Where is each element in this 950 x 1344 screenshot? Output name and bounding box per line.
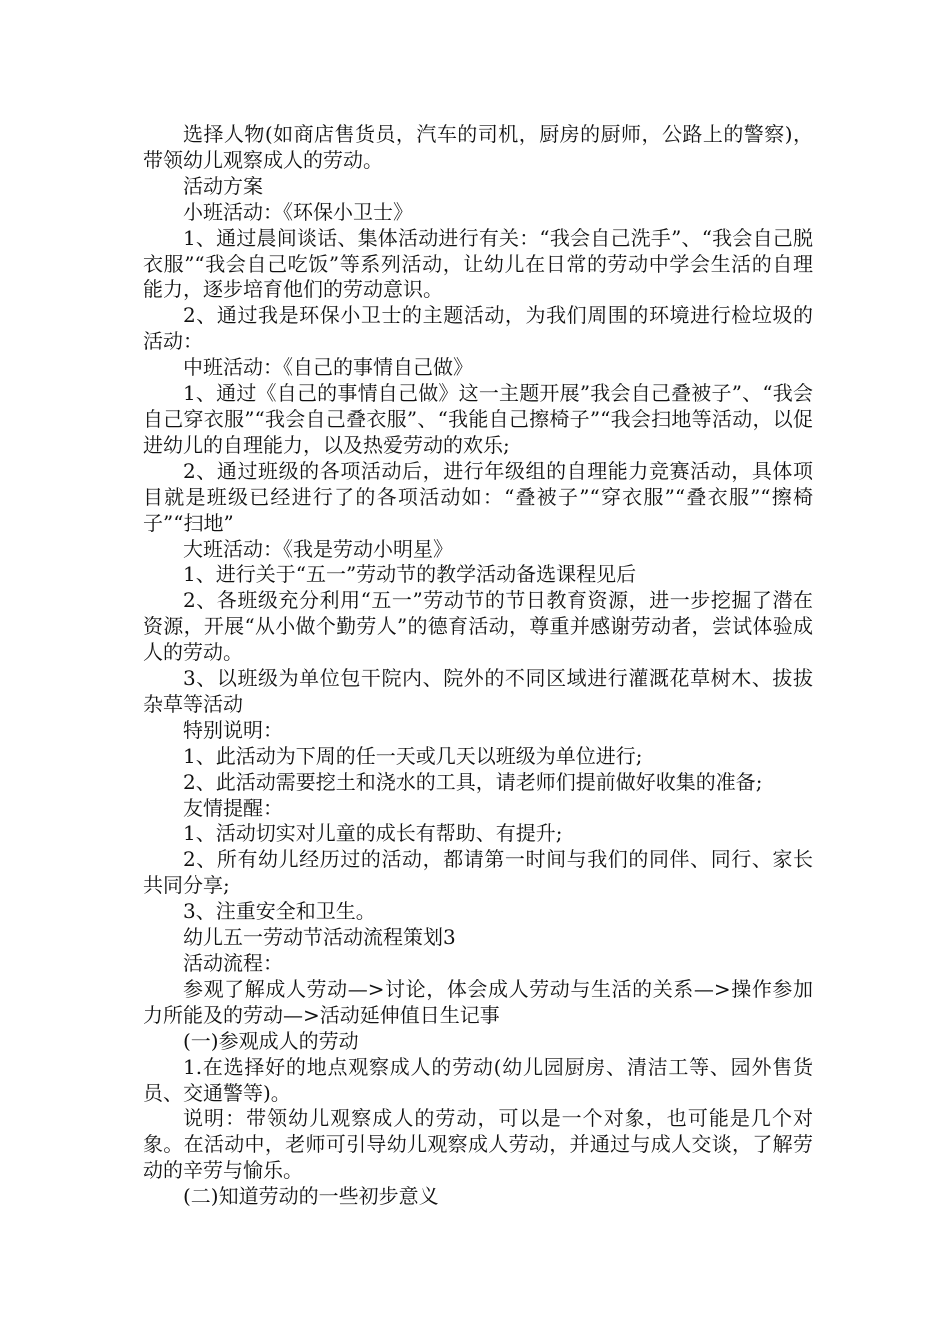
paragraph-part-one-1: 1.在选择好的地点观察成人的劳动(幼儿园厨房、清洁工等、园外售货员、交通警等)。 xyxy=(143,1054,813,1105)
heading-part-two: (二)知道劳动的一些初步意义 xyxy=(183,1184,439,1209)
paragraph-big-class-3: 3、以班级为单位包干院内、院外的不同区域进行灌溉花草树木、拔拔杂草等活动 xyxy=(143,666,813,716)
heading-big-class: 大班活动：《我是劳动小明星》 xyxy=(183,536,453,561)
heading-activity-process: 活动流程： xyxy=(183,951,283,975)
heading-activity-plan: 活动方案 xyxy=(183,173,263,198)
heading-friendly-reminder: 友情提醒： xyxy=(183,795,283,820)
paragraph-special-note-1: 1、此活动为下周的任一天或几天以班级为单位进行; xyxy=(183,743,643,768)
paragraph-small-class-1: 1、通过晨间谈话、集体活动进行有关：“我会自己洗手”、“我会自己脱衣服”“我会自己吃饭”等系列活动，让幼儿在日常的劳动中学会生活的自理能力，逐步培育他们的劳动意识。 xyxy=(143,225,813,302)
paragraph-big-class-2: 2、各班级充分利用“五一”劳动节的节日教育资源，进一步挖掘了潜在资源，开展“从小做个勤劳人”的德育活动，尊重并感谢劳动者，尝试体验成人的劳动。 xyxy=(143,588,813,665)
heading-middle-class: 中班活动：《自己的事情自己做》 xyxy=(183,355,473,380)
paragraph-big-class-1: 1、进行关于“五一”劳动节的教学活动备选课程见后 xyxy=(183,562,637,587)
paragraph-part-one-note: 说明：带领幼儿观察成人的劳动，可以是一个对象，也可能是几个对象。在活动中，老师可引导幼儿观察成人劳动，并通过与成人交谈，了解劳动的辛劳与愉乐。 xyxy=(143,1106,813,1183)
heading-special-note: 特别说明： xyxy=(183,717,283,742)
paragraph-middle-class-2: 2、通过班级的各项活动后，进行年级组的自理能力竞赛活动，具体项目就是班级已经进行了的各项活动如：“叠被子”“穿衣服”“叠衣服”“擦椅子”“扫地” xyxy=(143,458,813,535)
heading-part-one: (一)参观成人的劳动 xyxy=(183,1028,359,1053)
paragraph-small-class-2: 2、通过我是环保小卫士的主题活动，为我们周围的环境进行检垃圾的活动： xyxy=(143,303,813,354)
paragraph-process-flow: 参观了解成人劳动—>讨论，体会成人劳动与生活的关系—>操作参加力所能及的劳动—>活动延伸值日生记事 xyxy=(143,976,813,1027)
paragraph-reminder-1: 1、活动切实对儿童的成长有帮助、有提升; xyxy=(183,821,563,846)
paragraph-middle-class-1: 1、通过《自己的事情自己做》这一主题开展”我会自己叠被子”、“我会自己穿衣服”“我会自己叠衣服”、“我能自己擦椅子”“我会扫地等活动，以促进幼儿的自理能力，以及热爱劳动的欢乐; xyxy=(143,381,813,457)
paragraph-intro: 选择人物(如商店售货员，汽车的司机，厨房的厨师，公路上的警察)，带领幼儿观察成人的劳动。 xyxy=(143,122,813,172)
document-body xyxy=(143,122,813,1210)
paragraph-reminder-2: 2、所有幼儿经历过的活动，都请第一时间与我们的同伴、同行、家长共同分享; xyxy=(143,847,813,898)
heading-section-3: 幼儿五一劳动节活动流程策划3 xyxy=(183,925,456,950)
paragraph-special-note-2: 2、此活动需要挖土和浇水的工具，请老师们提前做好收集的准备; xyxy=(183,769,763,794)
paragraph-reminder-3: 3、注重安全和卫生。 xyxy=(183,899,376,924)
heading-small-class: 小班活动：《环保小卫士》 xyxy=(183,199,413,224)
